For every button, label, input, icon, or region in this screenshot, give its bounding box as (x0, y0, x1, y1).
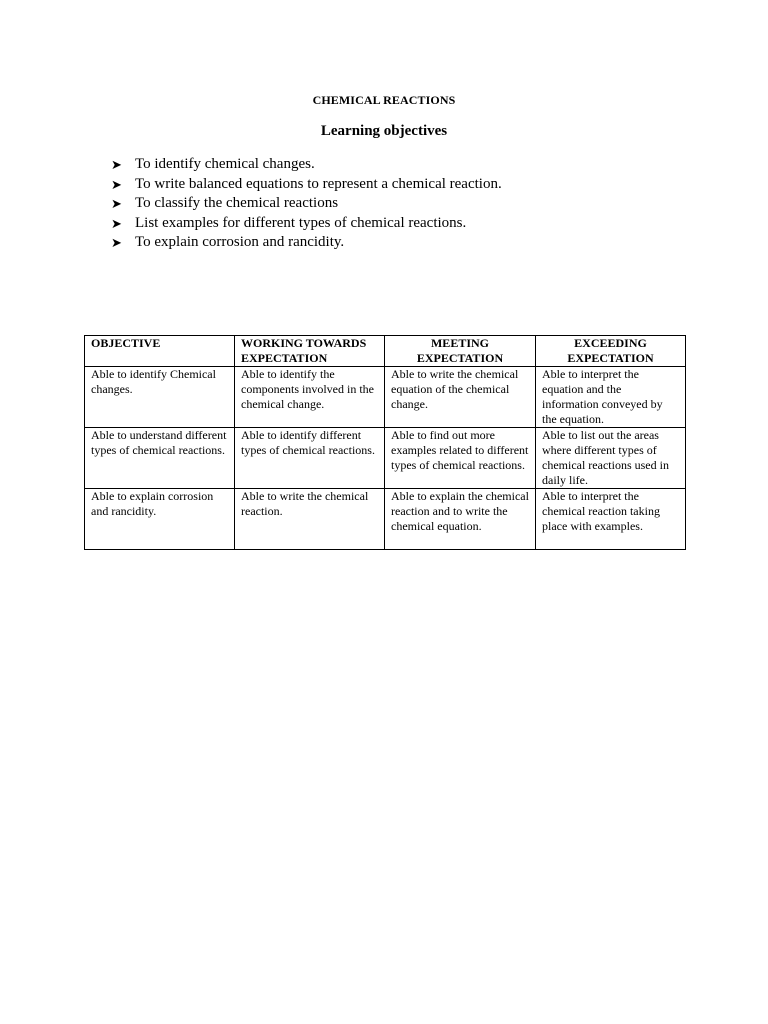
rubric-table (84, 335, 686, 550)
table-cell: Able to identify different types of chemical reactions. (235, 428, 385, 489)
arrowhead-bullet-icon: ➤ (111, 196, 122, 212)
table-cell: Able to list out the areas where different types of chemical reactions used in daily life. (536, 428, 686, 489)
list-item (111, 194, 502, 214)
arrowhead-bullet-icon: ➤ (111, 176, 122, 192)
column-header: WORKING TOWARDS EXPECTATION (235, 336, 385, 367)
section-heading: Learning objectives (320, 123, 448, 139)
table-cell: Able to interpret the equation and the information conveyed by the equation. (536, 367, 686, 428)
table-cell: Able to identify the components involved in the chemical change. (235, 367, 385, 428)
table-header-row (85, 336, 686, 367)
table-row (85, 489, 686, 550)
list-item (111, 233, 502, 253)
table-cell: Able to explain the chemical reaction and to write the chemical equation. (385, 489, 536, 550)
objectives-list (111, 155, 502, 253)
table-row (85, 428, 686, 489)
table-cell: Able to interpret the chemical reaction taking place with examples. (536, 489, 686, 550)
list-item (111, 214, 502, 234)
table-cell: Able to find out more examples related to different types of chemical reactions. (385, 428, 536, 489)
arrowhead-bullet-icon: ➤ (111, 235, 122, 251)
objective-text: To identify chemical changes. (135, 156, 315, 173)
objective-text: To write balanced equations to represent a chemical reaction. (135, 175, 502, 192)
objective-text: List examples for different types of chemical reactions. (135, 214, 467, 231)
table-cell: Able to identify Chemical changes. (85, 367, 235, 428)
table-cell: Able to write the chemical equation of the chemical change. (385, 367, 536, 428)
table-cell: Able to explain corrosion and rancidity. (85, 489, 235, 550)
page-title: CHEMICAL REACTIONS (312, 93, 456, 107)
column-header: MEETING EXPECTATION (385, 336, 536, 367)
arrowhead-bullet-icon: ➤ (111, 157, 122, 173)
list-item (111, 175, 502, 195)
column-header: OBJECTIVE (85, 336, 235, 367)
table-row (85, 367, 686, 428)
table-cell: Able to write the chemical reaction. (235, 489, 385, 550)
list-item (111, 155, 502, 175)
objective-text: To explain corrosion and rancidity. (135, 234, 345, 251)
column-header: EXCEEDING EXPECTATION (536, 336, 686, 367)
objective-text: To classify the chemical reactions (135, 195, 339, 212)
arrowhead-bullet-icon: ➤ (111, 215, 122, 231)
table-cell: Able to understand different types of chemical reactions. (85, 428, 235, 489)
